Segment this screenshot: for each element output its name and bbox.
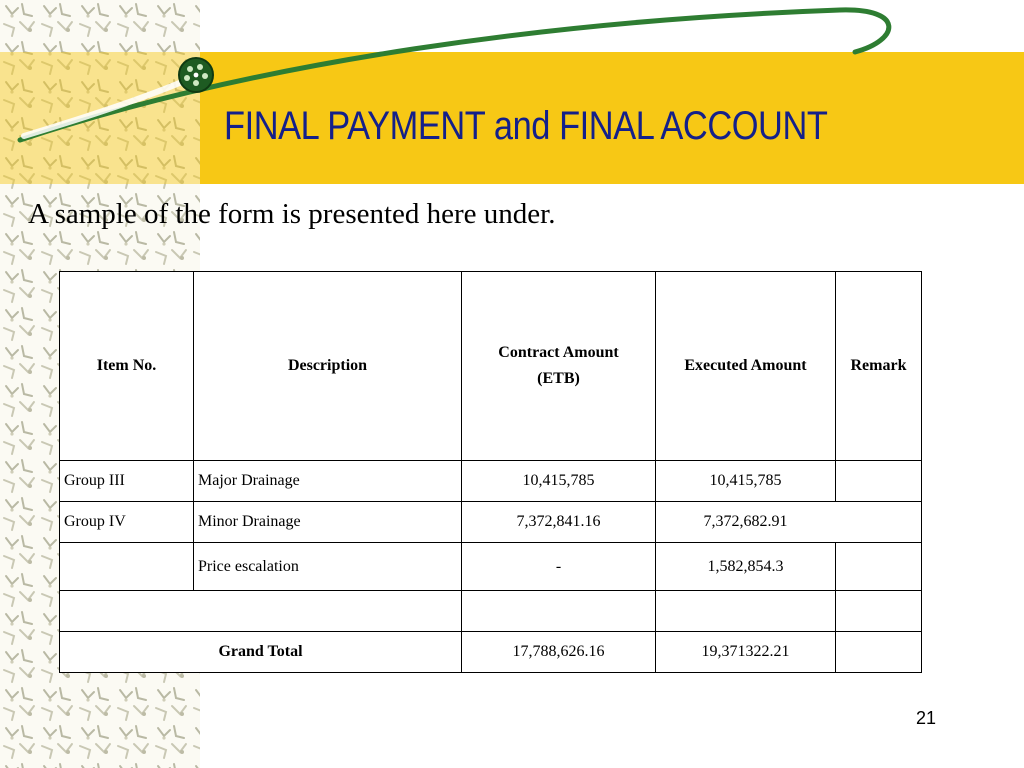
grand-total-executed: 19,371322.21 — [656, 632, 836, 673]
table-row — [60, 461, 922, 502]
grand-total-label: Grand Total — [60, 632, 462, 673]
table-header-row — [60, 272, 922, 461]
header-contract-amount-line1: Contract Amount — [498, 344, 619, 361]
cell-contract: 7,372,841.16 — [462, 502, 656, 543]
header-item-no: Item No. — [60, 272, 194, 461]
cell-executed-value: 7,372,682.91 — [703, 513, 788, 530]
grand-total-contract: 17,788,626.16 — [462, 632, 656, 673]
cell-contract — [462, 591, 656, 632]
cell-executed: 1,582,854.3 — [656, 543, 836, 591]
cell-contract: - — [462, 543, 656, 591]
slide-title: FINAL PAYMENT and FINAL ACCOUNT — [224, 104, 828, 148]
header-remark: Remark — [836, 272, 922, 461]
cell-description: Minor Drainage — [194, 502, 462, 543]
cell-executed — [656, 502, 922, 543]
cell-executed — [656, 591, 836, 632]
cell-item: Group IV — [60, 502, 194, 543]
cell-remark — [836, 461, 922, 502]
cell-item — [60, 543, 194, 591]
table-row — [60, 543, 922, 591]
page-number: 21 — [916, 708, 937, 728]
cell-description: Major Drainage — [194, 461, 462, 502]
cell-remark — [836, 543, 922, 591]
cell-description: Price escalation — [194, 543, 462, 591]
final-account-table — [59, 271, 922, 673]
cell-item-description — [60, 591, 462, 632]
header-contract-amount — [462, 272, 656, 461]
cell-item: Group III — [60, 461, 194, 502]
cell-executed: 10,415,785 — [656, 461, 836, 502]
header-description: Description — [194, 272, 462, 461]
cell-contract: 10,415,785 — [462, 461, 656, 502]
grand-total-remark — [836, 632, 922, 673]
slide-subtitle: A sample of the form is presented here under. — [28, 198, 556, 230]
header-executed-amount: Executed Amount — [656, 272, 836, 461]
grand-total-row — [60, 632, 922, 673]
header-contract-amount-line2: (ETB) — [537, 370, 580, 387]
table-row — [60, 502, 922, 543]
table-row — [60, 591, 922, 632]
cell-remark — [836, 591, 922, 632]
title-bar-overlay — [0, 52, 200, 184]
